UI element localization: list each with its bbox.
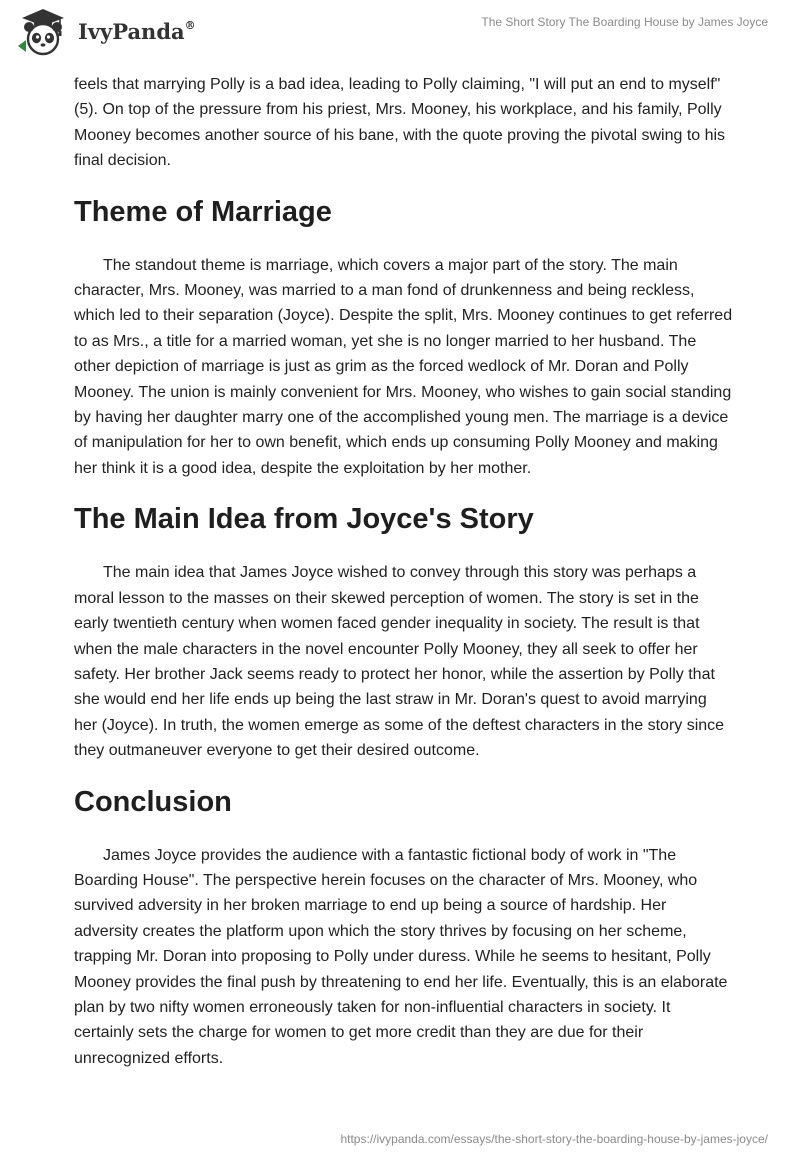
- panda-logo-icon[interactable]: [16, 6, 70, 58]
- section-heading-conclusion: Conclusion: [74, 785, 232, 818]
- essay-content: [74, 70, 734, 1071]
- brand-name[interactable]: [78, 19, 196, 44]
- document-title: The Short Story The Boarding House by James Joyce: [481, 15, 768, 29]
- page-header: [0, 0, 800, 70]
- section-paragraph-conclusion: James Joyce provides the audience with a fantastic fictional body of work in "The Boarding House". The perspective herein focuses on the character of Mrs. Mooney, who survived adversity in her broken marriage to end up being a source of hardship. Her adversity creates the platform upon which the story thrives by focusing on her scheme, trapping Mr. Doran into proposing to Polly under duress. While he seems to hesitant, Polly Mooney provides the final push by threatening to end her life. Eventually, this is an elaborate plan by two nifty women erroneously taken for non-influential characters in society. It certainly sets the charge for women to get more credit than they are due for their unrecognized efforts.: [74, 846, 728, 1067]
- brand-name-text: IvyPanda: [78, 19, 185, 44]
- section-heading-theme-of-marriage: Theme of Marriage: [74, 195, 332, 228]
- section-heading-main-idea: The Main Idea from Joyce's Story: [74, 503, 534, 536]
- brand-registered-mark: ®: [184, 19, 196, 32]
- section-paragraph-theme-of-marriage: The standout theme is marriage, which covers a major part of the story. The main character, Mrs. Mooney, was married to a man fond of drunkenness and being reckless, which led to their separation (Joyce). Despite the split, Mrs. Mooney continues to get referred to as Mrs., a title for a married woman, yet she is no longer married to her husband. The other depiction of marriage is just as grim as the forced wedlock of Mr. Doran and Polly Mooney. The union is mainly convenient for Mrs. Mooney, who wishes to gain social standing by having her daughter marry one of the accomplished young men. The marriage is a device of manipulation for her to own benefit, which ends up consuming Polly Mooney and making her think it is a good idea, despite the exploitation by her mother.: [74, 256, 733, 477]
- intro-paragraph: feels that marrying Polly is a bad idea, leading to Polly claiming, "I will put an end to myself" (5). On top of the pressure from his priest, Mrs. Mooney, his workplace, and his family, Polly Mooney becomes another source of his bane, with the quote proving the pivotal swing to his final decision.: [74, 76, 726, 170]
- section-paragraph-main-idea: The main idea that James Joyce wished to convey through this story was perhaps a moral lesson to the masses on their skewed perception of women. The story is set in the early twentieth century when women faced gender inequality in society. The result is that when the male characters in the novel encounter Polly Mooney, they all seek to offer her safety. Her brother Jack seems ready to protect her honor, while the assertion by Polly that she would end her life ends up being the last straw in Mr. Doran's quest to avoid marrying her (Joyce). In truth, the women emerge as some of the deftest characters in the story since they outmaneuver everyone to get their desired outcome.: [74, 564, 725, 760]
- source-url-link[interactable]: https://ivypanda.com/essays/the-short-story-the-boarding-house-by-james-joyce/: [340, 1132, 768, 1146]
